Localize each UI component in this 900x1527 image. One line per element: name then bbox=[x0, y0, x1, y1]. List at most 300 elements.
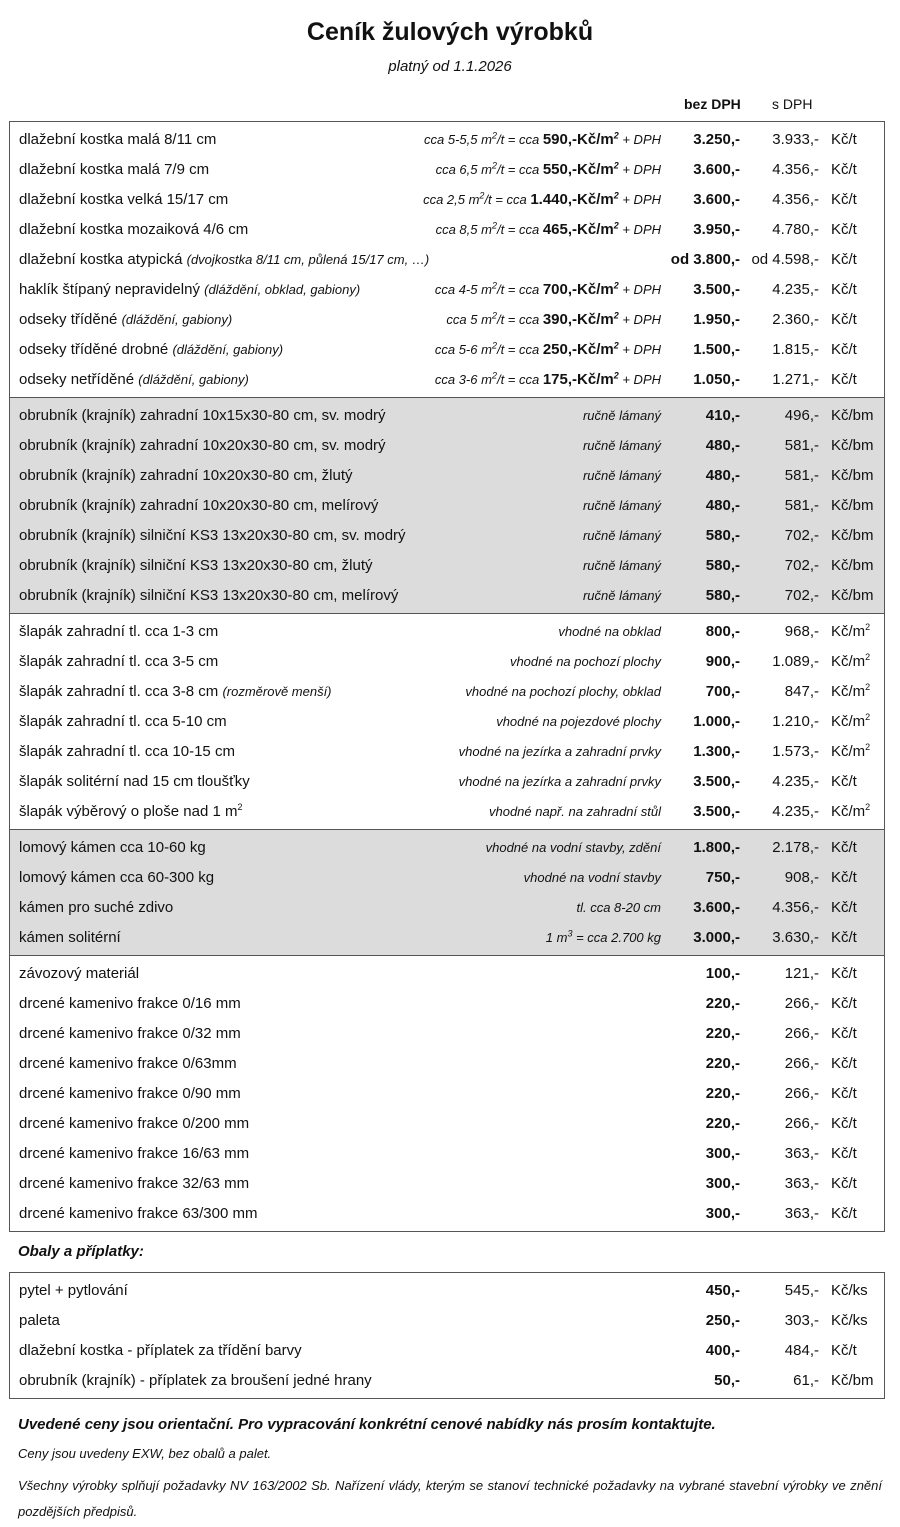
item-note-text: ručně lámaný bbox=[582, 438, 661, 453]
note-price-sup: 2 bbox=[613, 310, 619, 321]
item-note-text: vhodné na pochozí plochy, obklad bbox=[465, 684, 661, 699]
item-note-text: ručně lámaný bbox=[582, 528, 661, 543]
price-unit bbox=[831, 1049, 857, 1079]
item-name-text: obrubník (krajník) zahradní 10x20x30-80 cm, melírový bbox=[19, 497, 379, 514]
item-name bbox=[19, 551, 373, 581]
table-row bbox=[10, 365, 884, 395]
note-pre: cca 5-5,5 m bbox=[424, 132, 492, 147]
price-unit-text: Kč/bm bbox=[831, 587, 874, 604]
price-unit-text: Kč/t bbox=[831, 1115, 857, 1132]
price-unit-text: Kč/m bbox=[831, 683, 866, 700]
price-bez-dph: 410,- bbox=[705, 407, 740, 424]
price-s-dph: 266,- bbox=[784, 1055, 819, 1072]
item-name-text: závozový materiál bbox=[19, 965, 140, 982]
price-unit-text: Kč/t bbox=[831, 1145, 857, 1162]
table-row bbox=[10, 155, 884, 185]
note-price: 550,-Kč/m bbox=[542, 161, 614, 178]
table-row bbox=[10, 989, 884, 1019]
item-name-text: šlapák solitérní nad 15 cm tloušťky bbox=[19, 773, 250, 790]
price-unit-text: Kč/t bbox=[831, 1205, 857, 1222]
item-note bbox=[423, 185, 661, 215]
price-unit-text: Kč/bm bbox=[831, 467, 874, 484]
price-s-dph: 363,- bbox=[784, 1145, 819, 1162]
price-unit bbox=[831, 155, 857, 185]
table-row bbox=[10, 1276, 884, 1306]
note-price-sup: 2 bbox=[613, 370, 619, 381]
price-unit bbox=[831, 125, 857, 155]
price-bez-dph: 1.000,- bbox=[693, 713, 740, 730]
price-unit-text: Kč/t bbox=[831, 929, 857, 946]
price-s-dph: 4.235,- bbox=[772, 281, 819, 298]
note-sup: 2 bbox=[491, 220, 497, 231]
price-unit bbox=[831, 335, 857, 365]
item-name-text: paleta bbox=[19, 1312, 60, 1329]
item-name bbox=[19, 797, 242, 827]
price-s-dph: 702,- bbox=[784, 527, 819, 544]
price-unit bbox=[831, 521, 874, 551]
price-bez-dph: 220,- bbox=[705, 1025, 740, 1042]
item-name bbox=[19, 365, 249, 395]
price-bez-dph: 900,- bbox=[705, 653, 740, 670]
note-mid: /t = cca bbox=[496, 372, 543, 387]
price-unit bbox=[831, 677, 870, 707]
item-name bbox=[19, 737, 235, 767]
price-unit bbox=[831, 365, 857, 395]
price-s-dph: 4.356,- bbox=[772, 899, 819, 916]
item-name bbox=[19, 1336, 302, 1366]
item-name-text: šlapák zahradní tl. cca 10-15 cm bbox=[19, 743, 235, 760]
item-note-text: vhodné na jezírka a zahradní prvky bbox=[458, 744, 661, 759]
item-name-note: (dláždění, gabiony) bbox=[121, 312, 233, 327]
item-name-sup: 2 bbox=[237, 802, 243, 812]
footer bbox=[18, 1416, 882, 1525]
note-price-sup: 2 bbox=[613, 280, 619, 291]
item-name-text: lomový kámen cca 10-60 kg bbox=[19, 839, 206, 856]
item-name bbox=[19, 1276, 128, 1306]
item-name bbox=[19, 275, 360, 305]
price-unit-text: Kč/m bbox=[831, 653, 866, 670]
item-note bbox=[465, 677, 661, 707]
price-s-dph: 968,- bbox=[784, 623, 819, 640]
item-name bbox=[19, 581, 398, 611]
price-bez-dph: 3.600,- bbox=[693, 191, 740, 208]
price-s-dph: 1.573,- bbox=[772, 743, 819, 760]
note-pre: cca 8,5 m bbox=[435, 222, 492, 237]
item-name-text: dlažební kostka velká 15/17 cm bbox=[19, 191, 229, 208]
price-unit-text: Kč/t bbox=[831, 311, 857, 328]
table-row bbox=[10, 1306, 884, 1336]
item-note bbox=[424, 125, 661, 155]
item-note-text: vhodné na pochozí plochy bbox=[509, 654, 661, 669]
price-s-dph: 545,- bbox=[784, 1282, 819, 1299]
item-note bbox=[583, 521, 661, 551]
note-post: + DPH bbox=[618, 372, 661, 387]
price-unit bbox=[831, 185, 857, 215]
note-mid: /t = cca bbox=[496, 312, 543, 327]
item-name bbox=[19, 1019, 241, 1049]
item-note bbox=[583, 401, 661, 431]
note-pre: cca 5-6 m bbox=[434, 342, 492, 357]
item-name bbox=[19, 491, 378, 521]
note-post: + DPH bbox=[618, 342, 661, 357]
price-unit-sup: 2 bbox=[865, 622, 871, 632]
page-subtitle: platný od 1.1.2026 bbox=[388, 58, 512, 75]
item-name-text: lomový kámen cca 60-300 kg bbox=[19, 869, 215, 886]
item-name-text: šlapák zahradní tl. cca 1-3 cm bbox=[19, 623, 219, 640]
table-row bbox=[10, 893, 884, 923]
item-name-text: šlapák zahradní tl. cca 5-10 cm bbox=[19, 713, 227, 730]
price-unit-sup: 2 bbox=[865, 712, 871, 722]
item-name bbox=[19, 707, 227, 737]
price-s-dph: 61,- bbox=[793, 1372, 819, 1389]
price-unit bbox=[831, 431, 874, 461]
item-note bbox=[583, 581, 661, 611]
item-name-text: obrubník (krajník) silniční KS3 13x20x30-80 cm, melírový bbox=[19, 587, 399, 604]
item-name bbox=[19, 215, 248, 245]
item-note bbox=[524, 863, 661, 893]
item-name bbox=[19, 245, 429, 275]
price-unit-sup: 2 bbox=[865, 802, 871, 812]
price-s-dph: 1.089,- bbox=[772, 653, 819, 670]
item-note bbox=[436, 215, 661, 245]
item-note bbox=[486, 833, 661, 863]
table-section bbox=[9, 830, 885, 956]
table-row bbox=[10, 677, 884, 707]
price-s-dph: 2.360,- bbox=[772, 311, 819, 328]
price-unit bbox=[831, 581, 874, 611]
price-bez-dph: 3.250,- bbox=[693, 131, 740, 148]
price-unit-text: Kč/t bbox=[831, 1085, 857, 1102]
item-name bbox=[19, 989, 241, 1019]
note-pre: cca 5 m bbox=[446, 312, 492, 327]
table-row bbox=[10, 461, 884, 491]
item-name bbox=[19, 185, 228, 215]
price-unit-text: Kč/bm bbox=[831, 1372, 874, 1389]
item-name-text: dlažební kostka malá 8/11 cm bbox=[19, 131, 217, 148]
price-bez-dph: 400,- bbox=[705, 1342, 740, 1359]
item-name-text: obrubník (krajník) zahradní 10x15x30-80 cm, sv. modrý bbox=[19, 407, 386, 424]
item-note bbox=[435, 275, 661, 305]
price-unit bbox=[831, 923, 857, 953]
price-unit-text: Kč/t bbox=[831, 1055, 857, 1072]
price-bez-dph: 220,- bbox=[705, 1115, 740, 1132]
price-bez-dph: 220,- bbox=[705, 1055, 740, 1072]
price-unit bbox=[831, 707, 870, 737]
item-note bbox=[496, 707, 661, 737]
price-unit-text: Kč/t bbox=[831, 869, 857, 886]
price-unit bbox=[831, 1139, 857, 1169]
item-name-text: drcené kamenivo frakce 0/90 mm bbox=[19, 1085, 241, 1102]
price-s-dph: 581,- bbox=[784, 497, 819, 514]
price-unit bbox=[831, 1276, 868, 1306]
table-row bbox=[10, 1019, 884, 1049]
table-row bbox=[10, 431, 884, 461]
item-name-text: šlapák zahradní tl. cca 3-8 cm bbox=[19, 683, 219, 700]
item-name bbox=[19, 401, 386, 431]
table-row bbox=[10, 1366, 884, 1396]
item-note-text: ručně lámaný bbox=[582, 558, 661, 573]
table-section bbox=[9, 1272, 885, 1399]
price-unit bbox=[831, 401, 874, 431]
item-name-text: obrubník (krajník) zahradní 10x20x30-80 cm, sv. modrý bbox=[19, 437, 386, 454]
item-note-text: ručně lámaný bbox=[582, 588, 661, 603]
table-row bbox=[10, 1109, 884, 1139]
price-unit bbox=[831, 797, 870, 827]
note-pre: cca 4-5 m bbox=[434, 282, 492, 297]
price-unit-text: Kč/t bbox=[831, 161, 857, 178]
item-name bbox=[19, 125, 216, 155]
table-row bbox=[10, 1199, 884, 1229]
note-mid: /t = cca bbox=[484, 192, 531, 207]
price-unit-text: Kč/t bbox=[831, 371, 857, 388]
item-name bbox=[19, 155, 209, 185]
item-name bbox=[19, 1306, 60, 1336]
item-note bbox=[435, 365, 661, 395]
item-name bbox=[19, 647, 218, 677]
price-s-dph: 702,- bbox=[784, 587, 819, 604]
item-name bbox=[19, 1199, 257, 1229]
price-bez-dph: 100,- bbox=[705, 965, 740, 982]
price-bez-dph: 1.950,- bbox=[693, 311, 740, 328]
item-name bbox=[19, 923, 121, 953]
table-row bbox=[10, 923, 884, 953]
price-s-dph: 1.210,- bbox=[772, 713, 819, 730]
price-bez-dph: 450,- bbox=[705, 1282, 740, 1299]
item-name bbox=[19, 893, 173, 923]
price-s-dph: 266,- bbox=[784, 1085, 819, 1102]
note-sup: 2 bbox=[491, 280, 497, 291]
price-unit bbox=[831, 1366, 874, 1396]
note-price: 1.440,-Kč/m bbox=[530, 191, 614, 208]
item-note-text: vhodné na pojezdové plochy bbox=[496, 714, 661, 729]
item-name-text: pytel + pytlování bbox=[19, 1282, 128, 1299]
price-unit bbox=[831, 989, 857, 1019]
price-bez-dph: 3.950,- bbox=[693, 221, 740, 238]
price-bez-dph: 3.600,- bbox=[693, 161, 740, 178]
table-row bbox=[10, 833, 884, 863]
note-sup: 2 bbox=[479, 190, 485, 201]
price-s-dph: 3.630,- bbox=[772, 929, 819, 946]
table-row bbox=[10, 185, 884, 215]
item-note bbox=[459, 737, 661, 767]
item-name bbox=[19, 1109, 249, 1139]
item-note bbox=[489, 797, 661, 827]
item-name bbox=[19, 461, 353, 491]
price-unit-text: Kč/ks bbox=[831, 1312, 868, 1329]
note-price-sup: 2 bbox=[613, 190, 619, 201]
item-name-text: dlažební kostka atypická bbox=[19, 251, 183, 268]
note-post: + DPH bbox=[618, 132, 661, 147]
price-s-dph: 1.815,- bbox=[772, 341, 819, 358]
price-unit-text: Kč/t bbox=[831, 221, 857, 238]
price-bez-dph: 3.500,- bbox=[693, 773, 740, 790]
price-unit-text: Kč/t bbox=[831, 965, 857, 982]
price-bez-dph: 700,- bbox=[705, 683, 740, 700]
note-pre: cca 6,5 m bbox=[435, 162, 492, 177]
price-s-dph: 484,- bbox=[784, 1342, 819, 1359]
table-row bbox=[10, 275, 884, 305]
price-s-dph: 4.235,- bbox=[772, 773, 819, 790]
price-s-dph: 908,- bbox=[784, 869, 819, 886]
table-section bbox=[9, 956, 885, 1232]
item-note-text: ručně lámaný bbox=[582, 498, 661, 513]
note-sup: 2 bbox=[491, 160, 497, 171]
item-name-text: odseky tříděné bbox=[19, 311, 118, 328]
price-unit-text: Kč/bm bbox=[831, 437, 874, 454]
item-name-text: drcené kamenivo frakce 32/63 mm bbox=[19, 1175, 250, 1192]
note-pre: cca 2,5 m bbox=[423, 192, 480, 207]
table-row bbox=[10, 959, 884, 989]
price-bez-dph: 1.800,- bbox=[693, 839, 740, 856]
item-name bbox=[19, 833, 206, 863]
price-s-dph: 4.356,- bbox=[772, 191, 819, 208]
item-name bbox=[19, 305, 232, 335]
table-row bbox=[10, 647, 884, 677]
price-table bbox=[9, 121, 885, 1232]
table-row bbox=[10, 617, 884, 647]
table-row bbox=[10, 707, 884, 737]
item-name bbox=[19, 677, 332, 707]
item-note-text: vhodné na vodní stavby, zdění bbox=[485, 840, 661, 855]
price-s-dph: 266,- bbox=[784, 1115, 819, 1132]
item-name-note: (dvojkostka 8/11 cm, půlená 15/17 cm, …) bbox=[186, 252, 430, 267]
price-unit-sup: 2 bbox=[865, 652, 871, 662]
table-row bbox=[10, 125, 884, 155]
item-name-text: drcené kamenivo frakce 16/63 mm bbox=[19, 1145, 250, 1162]
item-name-text: obrubník (krajník) zahradní 10x20x30-80 cm, žlutý bbox=[19, 467, 353, 484]
header-bez-dph: bez DPH bbox=[684, 96, 741, 112]
price-unit bbox=[831, 1079, 857, 1109]
price-s-dph: 581,- bbox=[784, 467, 819, 484]
price-bez-dph: 3.500,- bbox=[693, 803, 740, 820]
item-name-note: (rozměrově menší) bbox=[222, 684, 332, 699]
item-name-text: dlažební kostka malá 7/9 cm bbox=[19, 161, 210, 178]
price-bez-dph: od 3.800,- bbox=[670, 251, 740, 268]
price-s-dph: 4.356,- bbox=[772, 161, 819, 178]
price-unit-text: Kč/t bbox=[831, 1025, 857, 1042]
price-s-dph: 266,- bbox=[784, 995, 819, 1012]
table-row bbox=[10, 491, 884, 521]
item-name-text: drcené kamenivo frakce 63/300 mm bbox=[19, 1205, 258, 1222]
item-name-text: obrubník (krajník) silniční KS3 13x20x30-80 cm, žlutý bbox=[19, 557, 373, 574]
item-note bbox=[583, 461, 661, 491]
item-name bbox=[19, 1139, 249, 1169]
item-name bbox=[19, 1079, 241, 1109]
note-post: + DPH bbox=[618, 312, 661, 327]
note-price: 175,-Kč/m bbox=[542, 371, 614, 388]
note-mid: /t = cca bbox=[496, 222, 543, 237]
item-name-text: dlažební kostka - příplatek za třídění barvy bbox=[19, 1342, 302, 1359]
item-name-text: šlapák zahradní tl. cca 3-5 cm bbox=[19, 653, 219, 670]
price-unit-text: Kč/m bbox=[831, 743, 866, 760]
column-headers bbox=[0, 93, 900, 117]
price-unit bbox=[831, 1109, 857, 1139]
price-unit-text: Kč/t bbox=[831, 773, 857, 790]
price-s-dph: od 4.598,- bbox=[751, 251, 819, 268]
price-unit bbox=[831, 1336, 857, 1366]
note-sup: 2 bbox=[491, 340, 497, 351]
header-s-dph: s DPH bbox=[772, 96, 813, 112]
price-s-dph: 121,- bbox=[784, 965, 819, 982]
note-mid: = cca 2.700 kg bbox=[572, 930, 661, 945]
price-bez-dph: 50,- bbox=[714, 1372, 740, 1389]
price-s-dph: 363,- bbox=[784, 1205, 819, 1222]
table-row bbox=[10, 1169, 884, 1199]
table-section bbox=[9, 398, 885, 614]
price-bez-dph: 580,- bbox=[705, 557, 740, 574]
item-name-text: haklík štípaný nepravidelný bbox=[19, 281, 200, 298]
table-row bbox=[10, 1336, 884, 1366]
item-name-text: drcené kamenivo frakce 0/63mm bbox=[19, 1055, 237, 1072]
note-sup: 2 bbox=[491, 130, 497, 141]
price-s-dph: 496,- bbox=[784, 407, 819, 424]
price-bez-dph: 3.500,- bbox=[693, 281, 740, 298]
price-unit-text: Kč/bm bbox=[831, 407, 874, 424]
table-row bbox=[10, 245, 884, 275]
price-unit-text: Kč/bm bbox=[831, 557, 874, 574]
table-row bbox=[10, 737, 884, 767]
price-bez-dph: 580,- bbox=[705, 587, 740, 604]
item-note-text: ručně lámaný bbox=[582, 468, 661, 483]
note-price: 465,-Kč/m bbox=[542, 221, 614, 238]
price-unit bbox=[831, 833, 857, 863]
note-sup: 2 bbox=[491, 310, 497, 321]
footer-note-main: Uvedené ceny jsou orientační. Pro vypracování konkrétní cenové nabídky nás prosím kontaktujte. bbox=[18, 1416, 716, 1433]
item-name bbox=[19, 1366, 372, 1396]
item-note-text: ručně lámaný bbox=[582, 408, 661, 423]
price-unit-text: Kč/m bbox=[831, 623, 866, 640]
obaly-table bbox=[9, 1272, 885, 1399]
price-unit-text: Kč/t bbox=[831, 1175, 857, 1192]
item-note bbox=[446, 305, 661, 335]
note-pre: 1 m bbox=[545, 930, 568, 945]
note-price: 390,-Kč/m bbox=[542, 311, 614, 328]
item-name-text: dlažební kostka mozaiková 4/6 cm bbox=[19, 221, 249, 238]
note-mid: /t = cca bbox=[496, 132, 543, 147]
note-price-sup: 2 bbox=[613, 220, 619, 231]
table-row bbox=[10, 1139, 884, 1169]
item-note bbox=[436, 155, 661, 185]
table-row bbox=[10, 1079, 884, 1109]
item-note bbox=[510, 647, 661, 677]
table-row bbox=[10, 401, 884, 431]
obaly-heading: Obaly a příplatky: bbox=[18, 1243, 144, 1260]
item-name-text: drcené kamenivo frakce 0/16 mm bbox=[19, 995, 241, 1012]
price-s-dph: 266,- bbox=[784, 1025, 819, 1042]
note-pre: cca 3-6 m bbox=[434, 372, 492, 387]
table-section bbox=[9, 121, 885, 398]
item-name bbox=[19, 617, 218, 647]
price-bez-dph: 480,- bbox=[705, 437, 740, 454]
note-mid: /t = cca bbox=[496, 162, 543, 177]
table-row bbox=[10, 581, 884, 611]
note-price-sup: 2 bbox=[613, 130, 619, 141]
price-s-dph: 1.271,- bbox=[772, 371, 819, 388]
note-price: 590,-Kč/m bbox=[542, 131, 614, 148]
price-s-dph: 4.780,- bbox=[772, 221, 819, 238]
price-unit bbox=[831, 305, 857, 335]
item-name-text: drcené kamenivo frakce 0/200 mm bbox=[19, 1115, 250, 1132]
price-bez-dph: 250,- bbox=[705, 1312, 740, 1329]
item-name bbox=[19, 1169, 249, 1199]
table-row bbox=[10, 305, 884, 335]
item-note-text: vhodné např. na zahradní stůl bbox=[488, 804, 661, 819]
price-bez-dph: 580,- bbox=[705, 527, 740, 544]
price-bez-dph: 220,- bbox=[705, 995, 740, 1012]
table-row bbox=[10, 521, 884, 551]
price-bez-dph: 220,- bbox=[705, 1085, 740, 1102]
price-unit-text: Kč/bm bbox=[831, 497, 874, 514]
